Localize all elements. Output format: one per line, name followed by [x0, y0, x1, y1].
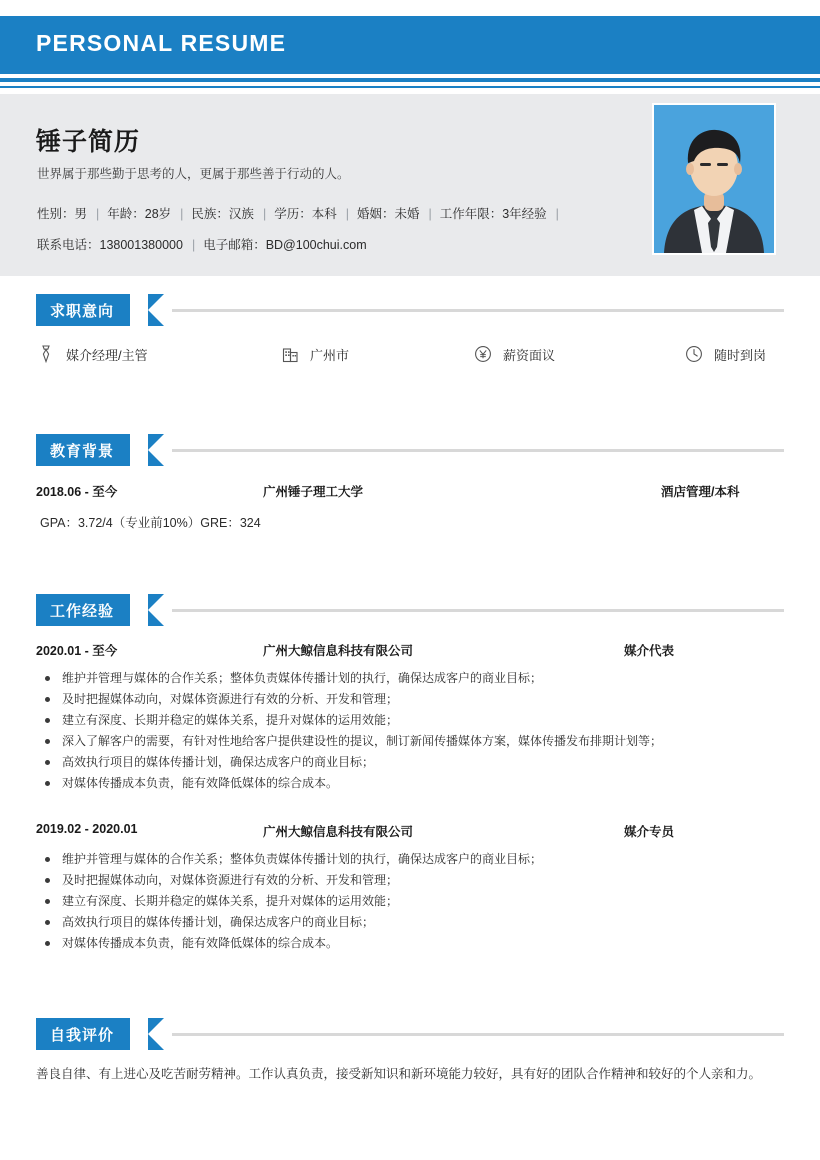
fact-phone: 联系电话：138001380000 [37, 238, 183, 252]
ribbon-arrow-icon [148, 434, 164, 466]
section-ribbon-experience [36, 594, 130, 626]
tie-icon [36, 344, 56, 364]
profile-block [0, 94, 820, 276]
fact-divider: | [96, 207, 100, 221]
ribbon-arrow-icon [148, 1018, 164, 1050]
experience-company-1: 广州大鲸信息科技有限公司 [263, 644, 414, 658]
header-rule-thin [0, 86, 820, 88]
profile-facts-row-2 [37, 230, 567, 261]
intent-items [36, 344, 784, 370]
experience-bullets-1 [36, 668, 796, 794]
section-rule [172, 309, 784, 312]
experience-company-2: 广州大鲸信息科技有限公司 [263, 825, 414, 839]
fact-age: 年龄：28岁 [107, 207, 172, 221]
section-title-experience: 工作经验 [50, 602, 115, 620]
fact-divider: | [262, 207, 267, 221]
list-item: 对媒体传播成本负责，能有效降低媒体的综合成本。 [36, 773, 796, 794]
avatar [652, 103, 776, 255]
ribbon-arrow-icon [148, 294, 164, 326]
list-item: 及时把握媒体动向，对媒体资源进行有效的分析、开发和管理； [36, 689, 796, 710]
section-rule [172, 449, 784, 452]
section-header-education [0, 434, 820, 466]
experience-date-1: 2020.01 - 至今 [36, 644, 118, 658]
intent-item-position [36, 344, 148, 364]
yen-icon [473, 344, 493, 364]
fact-education: 学历：本科 [274, 207, 337, 221]
section-ribbon-self-evaluation [36, 1018, 130, 1050]
fact-divider: | [428, 207, 432, 221]
experience-date-2: 2019.02 - 2020.01 [36, 822, 138, 836]
fact-experience: 工作年限：3年经验 [439, 207, 547, 221]
education-school: 广州锤子理工大学 [263, 485, 364, 499]
section-ribbon-education [36, 434, 130, 466]
section-title-self-evaluation: 自我评价 [50, 1026, 115, 1044]
fact-marital: 婚姻：未婚 [356, 207, 420, 221]
intent-label-city: 广州市 [310, 347, 350, 363]
clock-icon [684, 344, 704, 364]
intent-item-availability [684, 344, 766, 364]
section-rule [172, 609, 784, 612]
ribbon-arrow-icon [148, 594, 164, 626]
list-item: 维护并管理与媒体的合作关系；整体负责媒体传播计划的执行，确保达成客户的商业目标； [36, 668, 796, 689]
intent-label-position: 媒介经理/主管 [66, 347, 148, 363]
section-title-intent: 求职意向 [50, 302, 115, 320]
candidate-name: 锤子简历 [36, 128, 141, 156]
building-icon [280, 344, 300, 364]
list-item: 建立有深度、长期并稳定的媒体关系，提升对媒体的运用效能； [36, 710, 796, 731]
intent-label-salary: 薪资面议 [503, 347, 556, 363]
experience-role-1: 媒介代表 [624, 644, 675, 658]
list-item: 及时把握媒体动向，对媒体资源进行有效的分析、开发和管理； [36, 870, 796, 891]
section-header-self-evaluation [0, 1018, 820, 1050]
fact-divider: | [555, 207, 559, 221]
self-evaluation-text: 善良自律、有上进心及吃苦耐劳精神。工作认真负责，接受新知识和新环境能力较好，具有好的团队合作精神和较好的个人亲和力。 [36, 1067, 762, 1081]
list-item: 深入了解客户的需要，有针对性地给客户提供建设性的提议，制订新闻传播媒体方案，媒体传播发布排期计划等； [36, 731, 796, 752]
fact-gender: 性别：男 [37, 207, 88, 221]
education-major: 酒店管理/本科 [661, 485, 740, 499]
list-item: 高效执行项目的媒体传播计划，确保达成客户的商业目标； [36, 912, 796, 933]
fact-ethnicity: 民族：汉族 [191, 207, 254, 221]
profile-facts [37, 199, 567, 261]
fact-divider: | [345, 207, 349, 221]
fact-email: 电子邮箱：BD@100chui.com [203, 238, 367, 252]
section-ribbon-intent [36, 294, 130, 326]
experience-bullets-2 [36, 849, 796, 954]
page-title: PERSONAL RESUME [36, 30, 287, 56]
list-item: 高效执行项目的媒体传播计划，确保达成客户的商业目标； [36, 752, 796, 773]
section-title-education: 教育背景 [50, 442, 115, 460]
list-item: 建立有深度、长期并稳定的媒体关系，提升对媒体的运用效能； [36, 891, 796, 912]
list-item: 对媒体传播成本负责，能有效降低媒体的综合成本。 [36, 933, 796, 954]
intent-item-salary [473, 344, 555, 364]
section-header-intent [0, 294, 820, 326]
intent-label-availability: 随时到岗 [714, 347, 767, 363]
list-item: 维护并管理与媒体的合作关系；整体负责媒体传播计划的执行，确保达成客户的商业目标； [36, 849, 796, 870]
avatar-illustration [654, 105, 774, 253]
fact-divider: | [191, 238, 196, 252]
education-date: 2018.06 - 至今 [36, 485, 118, 499]
candidate-motto: 世界属于那些勤于思考的人，更属于那些善于行动的人。 [37, 167, 350, 181]
education-detail: GPA：3.72/4（专业前10%）GRE：324 [40, 516, 261, 530]
section-rule [172, 1033, 784, 1036]
profile-facts-row-1 [37, 199, 567, 230]
experience-role-2: 媒介专员 [624, 825, 675, 839]
intent-item-city [280, 344, 349, 364]
header-rule-thick [0, 78, 820, 82]
section-header-experience [0, 594, 820, 626]
fact-divider: | [180, 207, 184, 221]
